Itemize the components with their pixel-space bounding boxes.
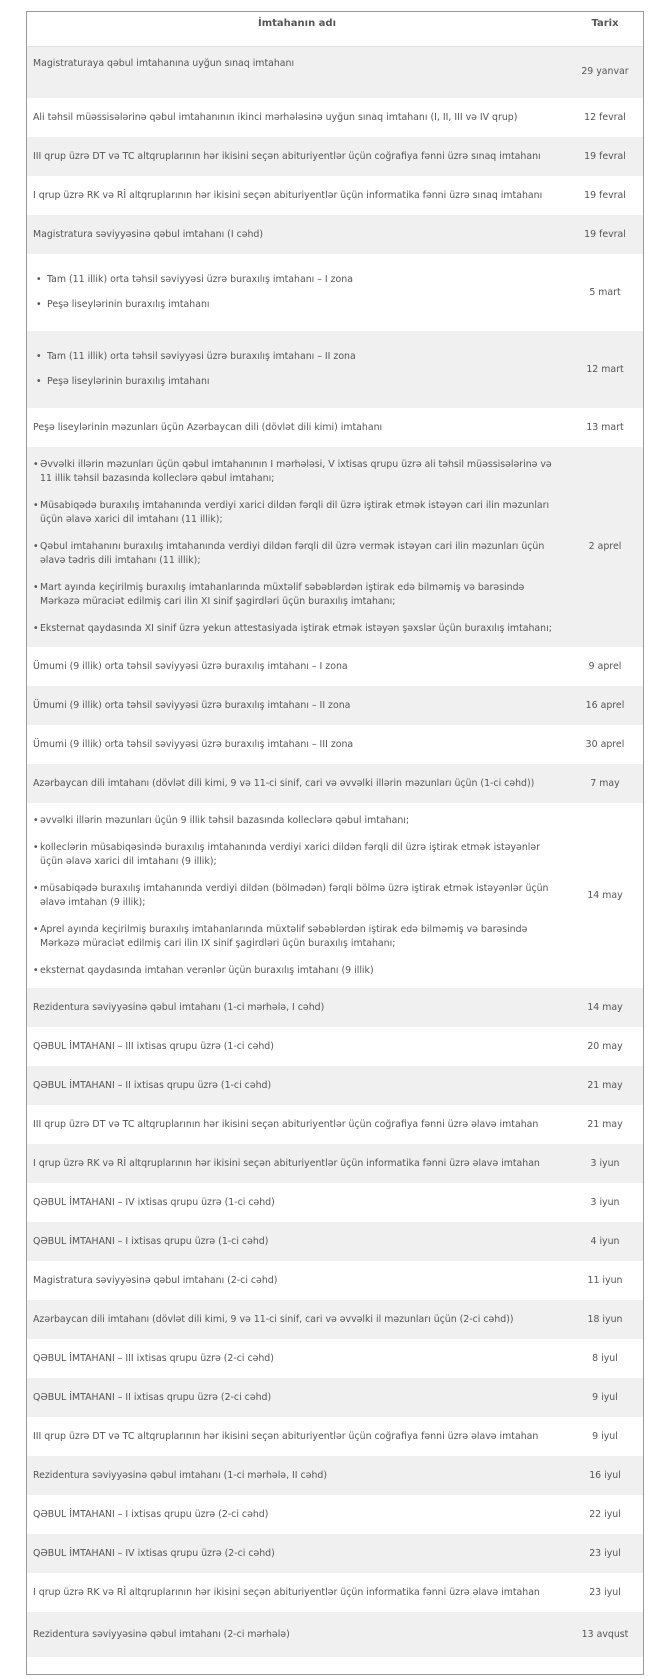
list-item-text: Mart ayında keçirilmiş buraxılış imtahanlarında müxtəlif səbəblərdən iştirak edə bilməmiş və barəsində Mərkəzə müraciət edilmiş cari ilin XI sinif şagirdləri üçün buraxılış imtahanı; xyxy=(40,582,525,607)
exam-name-cell xyxy=(27,647,567,686)
table-row xyxy=(27,725,643,764)
bullet-icon: • xyxy=(33,923,39,935)
exam-name: I qrup üzrə RK və Rİ altqruplarının hər ikisini seçən abituriyentlər üçün informatika fənni üzrə sınaq imtahanı xyxy=(33,189,543,201)
exam-name: Ali təhsil müəssisələrinə qəbul imtahanının ikinci mərhələsinə uyğun sınaq imtahanı (I, II, III və IV qrup) xyxy=(33,111,518,123)
exam-schedule-table xyxy=(27,12,643,1657)
list-item-text: Peşə liseylərinin buraxılış imtahanı xyxy=(47,376,210,387)
table-row xyxy=(27,331,643,408)
exam-name-cell xyxy=(27,46,567,98)
list-item-text: Aprel ayında keçirilmiş buraxılış imtahanlarında müxtəlif səbəblərdən iştirak edə bilməmiş və barəsində Mərkəzə müraciət edilmiş cari ilin IX sinif şagirdləri üçün buraxılış imtahanı; xyxy=(40,923,528,949)
exam-name-cell xyxy=(27,988,567,1027)
table-row xyxy=(27,1378,643,1417)
bullet-icon: • xyxy=(33,964,39,976)
table-row xyxy=(27,1066,643,1105)
list-item-text: Eksternat qaydasında XI sinif üzrə yekun attestasiyada iştirak etmək istəyən şəxslər üçün buraxılış imtahanı; xyxy=(40,623,552,634)
exam-name-cell xyxy=(27,803,567,988)
table-row xyxy=(27,1105,643,1144)
exam-name: Ümumi (9 illik) orta təhsil səviyyəsi üzrə buraxılış imtahanı – II zona xyxy=(33,699,351,711)
exam-name: QƏBUL İMTAHANI – III ixtisas qrupu üzrə (1-ci cəhd) xyxy=(33,1040,274,1052)
exam-name-cell xyxy=(27,1222,567,1261)
table-body xyxy=(27,46,643,1657)
table-header-row xyxy=(27,12,643,46)
bullet-icon: • xyxy=(33,582,39,593)
table-row xyxy=(27,1300,643,1339)
exam-name: Magistraturaya qəbul imtahanına uyğun sınaq imtahanı xyxy=(33,57,295,69)
table-row xyxy=(27,1183,643,1222)
exam-name: QƏBUL İMTAHANI – III ixtisas qrupu üzrə (2-ci cəhd) xyxy=(33,1352,274,1364)
exam-list xyxy=(33,458,561,636)
table-row xyxy=(27,447,643,647)
bullet-icon: • xyxy=(33,500,39,511)
exam-date: 14 may xyxy=(567,988,643,1027)
exam-schedule-table-container xyxy=(26,11,644,1675)
table-row xyxy=(27,1456,643,1495)
exam-list xyxy=(33,814,561,978)
exam-date: 7 may xyxy=(567,764,643,803)
list-item xyxy=(33,622,561,636)
exam-date: 14 may xyxy=(587,889,623,901)
exam-name: Ümumi (9 illik) orta təhsil səviyyəsi üzrə buraxılış imtahanı – I zona xyxy=(33,660,348,672)
exam-name: QƏBUL İMTAHANI – IV ixtisas qrupu üzrə (1-ci cəhd) xyxy=(33,1196,275,1208)
exam-name: Rezidentura səviyyəsinə qəbul imtahanı (2-ci mərhələ) xyxy=(33,1628,290,1640)
exam-date: 23 iyul xyxy=(589,1586,621,1598)
exam-name-cell xyxy=(27,1144,567,1183)
exam-date: 19 fevral xyxy=(567,137,643,176)
bullet-icon: • xyxy=(33,459,39,470)
exam-name: Ümumi (9 illik) orta təhsil səviyyəsi üzrə buraxılış imtahanı – III zona xyxy=(33,738,354,750)
exam-name-cell xyxy=(27,331,567,408)
exam-date: 16 aprel xyxy=(567,686,643,725)
exam-name: Peşə liseylərinin məzunları üçün Azərbaycan dili (dövlət dili kimi) imtahanı xyxy=(33,421,383,433)
list-item xyxy=(33,273,561,287)
exam-date: 19 fevral xyxy=(584,189,626,201)
table-row xyxy=(27,1339,643,1378)
exam-name: Rezidentura səviyyəsinə qəbul imtahanı (1-ci mərhələ, II cəhd) xyxy=(33,1469,328,1481)
table-row xyxy=(27,1495,643,1534)
list-item-text: Müsabiqədə buraxılış imtahanında verdiyi xarici dildən fərqli dil üzrə iştirak etmək istəyən cari ilin məzunları üçün əlavə xarici dil imtahanı (11 illik); xyxy=(40,500,550,525)
exam-date: 9 iyul xyxy=(592,1430,618,1442)
exam-date: 13 mart xyxy=(586,421,624,433)
list-item-text: əvvəlki illərin məzunları üçün 9 illik təhsil bazasında kolleclərə qəbul imtahanı; xyxy=(40,814,410,826)
exam-date: 21 may xyxy=(567,1066,643,1105)
list-item-text: Tam (11 illik) orta təhsil səviyyəsi üzrə buraxılış imtahanı – II zona xyxy=(47,351,356,362)
exam-name: QƏBUL İMTAHANI – IV ixtisas qrupu üzrə (2-ci cəhd) xyxy=(33,1547,275,1559)
exam-name-cell xyxy=(27,1066,567,1105)
exam-name: Magistratura səviyyəsinə qəbul imtahanı (I cəhd) xyxy=(33,228,264,240)
exam-name: Azərbaycan dili imtahanı (dövlət dili kimi, 9 və 11-ci sinif, cari və əvvəlki il məzunları üçün (2-ci cəhd)) xyxy=(33,1313,514,1325)
exam-name-cell xyxy=(27,408,567,447)
exam-name-cell xyxy=(27,1573,567,1612)
list-item-text: eksternat qaydasında imtahan verənlər üçün buraxılış imtahanı (9 illik) xyxy=(40,964,374,976)
table-row xyxy=(27,1144,643,1183)
exam-name-cell xyxy=(27,254,567,331)
list-item xyxy=(33,375,561,389)
exam-name-cell xyxy=(27,1612,567,1657)
exam-date: 9 aprel xyxy=(588,660,622,672)
table-row xyxy=(27,1612,643,1657)
exam-date: 21 may xyxy=(587,1118,623,1130)
list-item-text: kolleclərin müsabiqəsində buraxılış imtahanında verdiyi xarici dildən fərqli dil üzrə iştirak etmək istəyənlər üçün əlavə xarici dil imtahanı (9 illik); xyxy=(40,841,540,867)
exam-name: QƏBUL İMTAHANI – II ixtisas qrupu üzrə (1-ci cəhd) xyxy=(33,1079,272,1091)
exam-name-cell xyxy=(27,1027,567,1066)
list-item xyxy=(33,923,561,951)
list-item xyxy=(33,458,561,486)
exam-name: III qrup üzrə DT və TC altqruplarının hər ikisini seçən abituriyentlər üçün coğrafiya fənni üzrə əlavə imtahan xyxy=(33,1430,539,1442)
exam-name: QƏBUL İMTAHANI – I ixtisas qrupu üzrə (1-ci cəhd) xyxy=(33,1235,269,1247)
table-row xyxy=(27,988,643,1027)
list-item-text: müsabiqədə buraxılış imtahanında verdiyi dildən (bölmədən) fərqli bölmə üzrə iştirak etmək istəyənlər üçün əlavə imtahan (9 illik); xyxy=(40,882,549,908)
list-item xyxy=(33,499,561,527)
exam-date: 29 yanvar xyxy=(567,46,643,98)
exam-date: 11 iyun xyxy=(587,1274,623,1286)
exam-name-cell xyxy=(27,1456,567,1495)
exam-name-cell xyxy=(27,1183,567,1222)
exam-name: QƏBUL İMTAHANI – II ixtisas qrupu üzrə (2-ci cəhd) xyxy=(33,1391,272,1403)
list-item xyxy=(33,882,561,910)
table-row xyxy=(27,254,643,331)
table-row xyxy=(27,764,643,803)
table-row xyxy=(27,1261,643,1300)
table-row xyxy=(27,46,643,98)
list-item xyxy=(33,581,561,609)
table-row xyxy=(27,686,643,725)
table-row xyxy=(27,1534,643,1573)
list-item xyxy=(33,350,561,364)
exam-date: 12 mart xyxy=(567,331,643,408)
table-row xyxy=(27,1573,643,1612)
exam-date: 3 iyun xyxy=(567,1144,643,1183)
table-row xyxy=(27,176,643,215)
exam-name-cell xyxy=(27,176,567,215)
exam-date: 2 aprel xyxy=(567,447,643,647)
exam-date: 4 iyun xyxy=(567,1222,643,1261)
table-row xyxy=(27,215,643,254)
bullet-icon: • xyxy=(36,351,42,362)
exam-name: I qrup üzrə RK və Rİ altqruplarının hər ikisini seçən abituriyentlər üçün informatika fənni üzrə əlavə imtahan xyxy=(33,1157,540,1169)
exam-name: I qrup üzrə RK və Rİ altqruplarının hər ikisini seçən abituriyentlər üçün informatika fənni üzrə əlavə imtahan xyxy=(33,1586,540,1598)
exam-date: 12 fevral xyxy=(584,111,626,123)
list-item xyxy=(33,814,561,828)
exam-name: QƏBUL İMTAHANI – I ixtisas qrupu üzrə (2-ci cəhd) xyxy=(33,1508,269,1520)
list-item-text: Qəbul imtahanını buraxılış imtahanında verdiyi dildən fərqli dil üzrə vermək istəyən cari ilin məzunları üçün əlavə tədris dili imtahanı (11 illik); xyxy=(40,541,545,566)
exam-date: 5 mart xyxy=(589,286,621,298)
exam-name-cell xyxy=(27,215,567,254)
bullet-icon: • xyxy=(33,882,39,894)
exam-name-cell xyxy=(27,764,567,803)
table-row xyxy=(27,803,643,988)
list-item xyxy=(33,540,561,568)
bullet-icon: • xyxy=(36,299,42,310)
exam-name-cell xyxy=(27,686,567,725)
exam-date: 3 iyun xyxy=(590,1196,620,1208)
bullet-icon: • xyxy=(33,841,39,853)
exam-name: III qrup üzrə DT və TC altqruplarının hər ikisini seçən abituriyentlər üçün coğrafiya fənni üzrə sınaq imtahanı xyxy=(33,150,541,162)
exam-date: 9 iyul xyxy=(567,1378,643,1417)
exam-name: III qrup üzrə DT və TC altqruplarının hər ikisini seçən abituriyentlər üçün coğrafiya fənni üzrə əlavə imtahan xyxy=(33,1118,539,1130)
exam-name: Magistratura səviyyəsinə qəbul imtahanı (2-ci cəhd) xyxy=(33,1274,278,1286)
exam-name-cell xyxy=(27,1417,567,1456)
exam-name-cell xyxy=(27,1300,567,1339)
exam-name: Rezidentura səviyyəsinə qəbul imtahanı (1-ci mərhələ, I cəhd) xyxy=(33,1001,325,1013)
exam-name-cell xyxy=(27,98,567,137)
table-row xyxy=(27,98,643,137)
exam-list xyxy=(33,350,561,389)
table-row xyxy=(27,137,643,176)
bullet-icon: • xyxy=(33,541,39,552)
header-date: Tarix xyxy=(567,12,643,46)
list-item-text: Əvvəlki illərin məzunları üçün qəbul imtahanının I mərhələsi, V ixtisas qrupu üzrə ali təhsil müəssisələrinə və 11 illik təhsil bazasında kolleclərə qəbul imtahanı; xyxy=(40,459,552,484)
exam-date: 8 iyul xyxy=(592,1352,618,1364)
bullet-icon: • xyxy=(33,814,39,826)
table-row xyxy=(27,1222,643,1261)
exam-date: 16 iyul xyxy=(567,1456,643,1495)
exam-name-cell xyxy=(27,1495,567,1534)
exam-date: 19 fevral xyxy=(567,215,643,254)
exam-name-cell xyxy=(27,1378,567,1417)
exam-name-cell xyxy=(27,1105,567,1144)
bullet-icon: • xyxy=(36,274,42,285)
exam-date: 22 iyul xyxy=(589,1508,621,1520)
exam-date: 30 aprel xyxy=(585,738,625,750)
exam-date: 18 iyun xyxy=(567,1300,643,1339)
list-item-text: Tam (11 illik) orta təhsil səviyyəsi üzrə buraxılış imtahanı – I zona xyxy=(47,274,353,285)
list-item xyxy=(33,964,561,978)
table-row xyxy=(27,1027,643,1066)
table-row xyxy=(27,408,643,447)
exam-name-cell xyxy=(27,1261,567,1300)
table-row xyxy=(27,1417,643,1456)
list-item xyxy=(33,841,561,869)
bullet-icon: • xyxy=(33,623,39,634)
bullet-icon: • xyxy=(36,376,42,387)
exam-name-cell xyxy=(27,1534,567,1573)
exam-name-cell xyxy=(27,447,567,647)
exam-date: 13 avqust xyxy=(567,1612,643,1657)
list-item-text: Peşə liseylərinin buraxılış imtahanı xyxy=(47,299,210,310)
exam-date: 20 may xyxy=(587,1040,623,1052)
exam-list xyxy=(33,273,561,312)
exam-name-cell xyxy=(27,1339,567,1378)
exam-date: 23 iyul xyxy=(567,1534,643,1573)
list-item xyxy=(33,298,561,312)
exam-name-cell xyxy=(27,725,567,764)
table-row xyxy=(27,647,643,686)
exam-name-cell xyxy=(27,137,567,176)
header-exam-name: İmtahanın adı xyxy=(27,12,567,46)
exam-name: Azərbaycan dili imtahanı (dövlət dili kimi, 9 və 11-ci sinif, cari və əvvəlki illərin məzunları üçün (1-ci cəhd)) xyxy=(33,777,535,789)
